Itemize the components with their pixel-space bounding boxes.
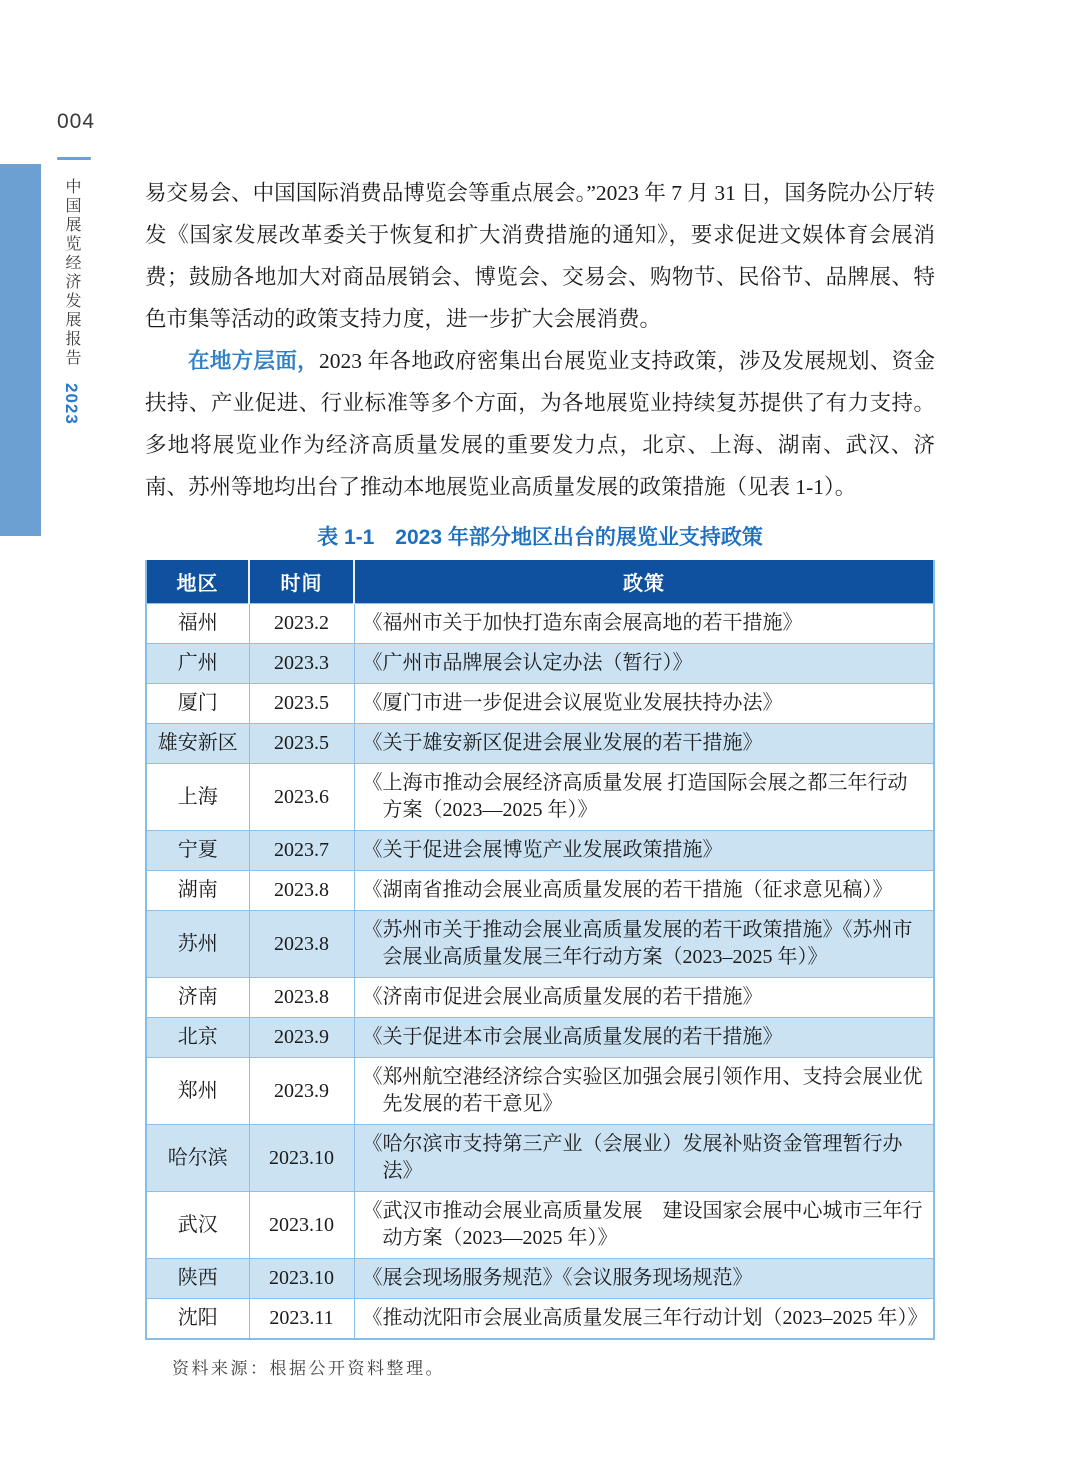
policy-cell xyxy=(354,724,934,764)
spine-title-year: 2023 xyxy=(62,383,81,426)
time-cell: 2023.10 xyxy=(249,1125,354,1192)
region-cell: 湖南 xyxy=(146,871,249,911)
page-number: 004 xyxy=(57,110,96,133)
report-spine-title xyxy=(60,178,83,478)
body-paragraph-1: 易交易会、中国国际消费品博览会等重点展会。”2023 年 7 月 31 日，国务院办公厅转发《国家发展改革委关于恢复和扩大消费措施的通知》，要求促进文娱体育会展消费；鼓励各地加大对商品展销会、博览会、交易会、购物节、民俗节、品牌展、特色市集等活动的政策支持力度，进一步扩大会展消费。 xyxy=(145,181,935,331)
time-cell: 2023.10 xyxy=(249,1259,354,1299)
region-cell: 北京 xyxy=(146,1018,249,1058)
policy-cell xyxy=(354,1299,934,1340)
region-cell: 武汉 xyxy=(146,1192,249,1259)
policy-cell xyxy=(354,1125,934,1192)
table-header-row xyxy=(146,560,934,604)
table-row xyxy=(146,978,934,1018)
table-row xyxy=(146,644,934,684)
policy-text: 《武汉市推动会展业高质量发展 建设国家会展中心城市三年行动方案（2023—2025 年）》 xyxy=(362,1200,923,1249)
table-row xyxy=(146,1058,934,1125)
body-paragraph-2 xyxy=(145,340,935,508)
time-cell: 2023.2 xyxy=(249,604,354,644)
policy-cell xyxy=(354,1192,934,1259)
policy-text: 《苏州市关于推动会展业高质量发展的若干政策措施》《苏州市会展业高质量发展三年行动方案（2023–2025 年）》 xyxy=(362,919,913,968)
table-row xyxy=(146,871,934,911)
time-cell: 2023.5 xyxy=(249,724,354,764)
policy-cell xyxy=(354,644,934,684)
policy-text: 《福州市关于加快打造东南会展高地的若干措施》 xyxy=(362,612,803,634)
table-row xyxy=(146,684,934,724)
policy-text: 《济南市促进会展业高质量发展的若干措施》 xyxy=(362,986,763,1008)
policy-text: 《展会现场服务规范》《会议服务现场规范》 xyxy=(362,1267,753,1289)
table-row xyxy=(146,1299,934,1340)
region-cell: 沈阳 xyxy=(146,1299,249,1340)
policy-cell xyxy=(354,764,934,831)
time-cell: 2023.8 xyxy=(249,871,354,911)
region-cell: 陕西 xyxy=(146,1259,249,1299)
region-cell: 哈尔滨 xyxy=(146,1125,249,1192)
region-cell: 苏州 xyxy=(146,911,249,978)
policy-support-table xyxy=(145,560,935,1340)
table-row xyxy=(146,724,934,764)
table-body xyxy=(146,604,934,1340)
column-header-time: 时间 xyxy=(249,560,354,604)
region-cell: 福州 xyxy=(146,604,249,644)
policy-text: 《关于促进会展博览产业发展政策措施》 xyxy=(362,839,723,861)
policy-cell xyxy=(354,1058,934,1125)
column-header-region: 地区 xyxy=(146,560,249,604)
policy-text: 《推动沈阳市会展业高质量发展三年行动计划（2023–2025 年）》 xyxy=(362,1307,928,1329)
policy-cell xyxy=(354,871,934,911)
policy-text: 《上海市推动会展经济高质量发展 打造国际会展之都三年行动方案（2023—2025 年）》 xyxy=(362,772,908,821)
main-content xyxy=(145,172,935,1379)
page-number-rule xyxy=(57,157,91,160)
policy-text: 《湖南省推动会展业高质量发展的若干措施（征求意见稿）》 xyxy=(362,879,893,901)
time-cell: 2023.11 xyxy=(249,1299,354,1340)
policy-cell xyxy=(354,831,934,871)
table-caption: 表 1-1 2023 年部分地区出台的展览业支持政策 xyxy=(317,526,763,549)
time-cell: 2023.10 xyxy=(249,1192,354,1259)
region-cell: 郑州 xyxy=(146,1058,249,1125)
time-cell: 2023.8 xyxy=(249,911,354,978)
region-cell: 上海 xyxy=(146,764,249,831)
table-row xyxy=(146,1125,934,1192)
table-row xyxy=(146,1192,934,1259)
table-row xyxy=(146,1259,934,1299)
table-row xyxy=(146,764,934,831)
table-row xyxy=(146,911,934,978)
time-cell: 2023.6 xyxy=(249,764,354,831)
policy-cell xyxy=(354,978,934,1018)
time-cell: 2023.9 xyxy=(249,1018,354,1058)
policy-text: 《哈尔滨市支持第三产业（会展业）发展补贴资金管理暂行办法》 xyxy=(362,1133,903,1182)
region-cell: 宁夏 xyxy=(146,831,249,871)
table-row xyxy=(146,831,934,871)
table-row xyxy=(146,604,934,644)
table-row xyxy=(146,1018,934,1058)
time-cell: 2023.8 xyxy=(249,978,354,1018)
time-cell: 2023.5 xyxy=(249,684,354,724)
policy-text: 《广州市品牌展会认定办法（暂行）》 xyxy=(362,652,693,674)
policy-text: 《关于雄安新区促进会展业发展的若干措施》 xyxy=(362,732,763,754)
column-header-policy: 政策 xyxy=(354,560,934,604)
policy-text: 《关于促进本市会展业高质量发展的若干措施》 xyxy=(362,1026,783,1048)
left-accent-bar xyxy=(0,164,41,536)
spine-title-text: 中国展览经济发展报告 xyxy=(63,178,80,368)
time-cell: 2023.7 xyxy=(249,831,354,871)
region-cell: 雄安新区 xyxy=(146,724,249,764)
table-source-note: 资料来源：根据公开资料整理。 xyxy=(172,1359,445,1378)
policy-cell xyxy=(354,604,934,644)
policy-cell xyxy=(354,1018,934,1058)
paragraph-2-text: 2023 年各地政府密集出台展览业支持政策，涉及发展规划、资金扶持、产业促进、行业标准等多个方面，为各地展览业持续复苏提供了有力支持。多地将展览业作为经济高质量发展的重要发力点，北京、上海、湖南、武汉、济南、苏州等地均出台了推动本地展览业高质量发展的政策措施（见表 1-1）。 xyxy=(145,349,935,499)
policy-text: 《厦门市进一步促进会议展览业发展扶持办法》 xyxy=(362,692,783,714)
region-cell: 厦门 xyxy=(146,684,249,724)
time-cell: 2023.9 xyxy=(249,1058,354,1125)
paragraph-lead-emphasis: 在地方层面， xyxy=(188,349,319,373)
region-cell: 济南 xyxy=(146,978,249,1018)
policy-cell xyxy=(354,684,934,724)
policy-text: 《郑州航空港经济综合实验区加强会展引领作用、支持会展业优先发展的若干意见》 xyxy=(362,1066,923,1115)
region-cell: 广州 xyxy=(146,644,249,684)
policy-cell xyxy=(354,1259,934,1299)
policy-cell xyxy=(354,911,934,978)
time-cell: 2023.3 xyxy=(249,644,354,684)
